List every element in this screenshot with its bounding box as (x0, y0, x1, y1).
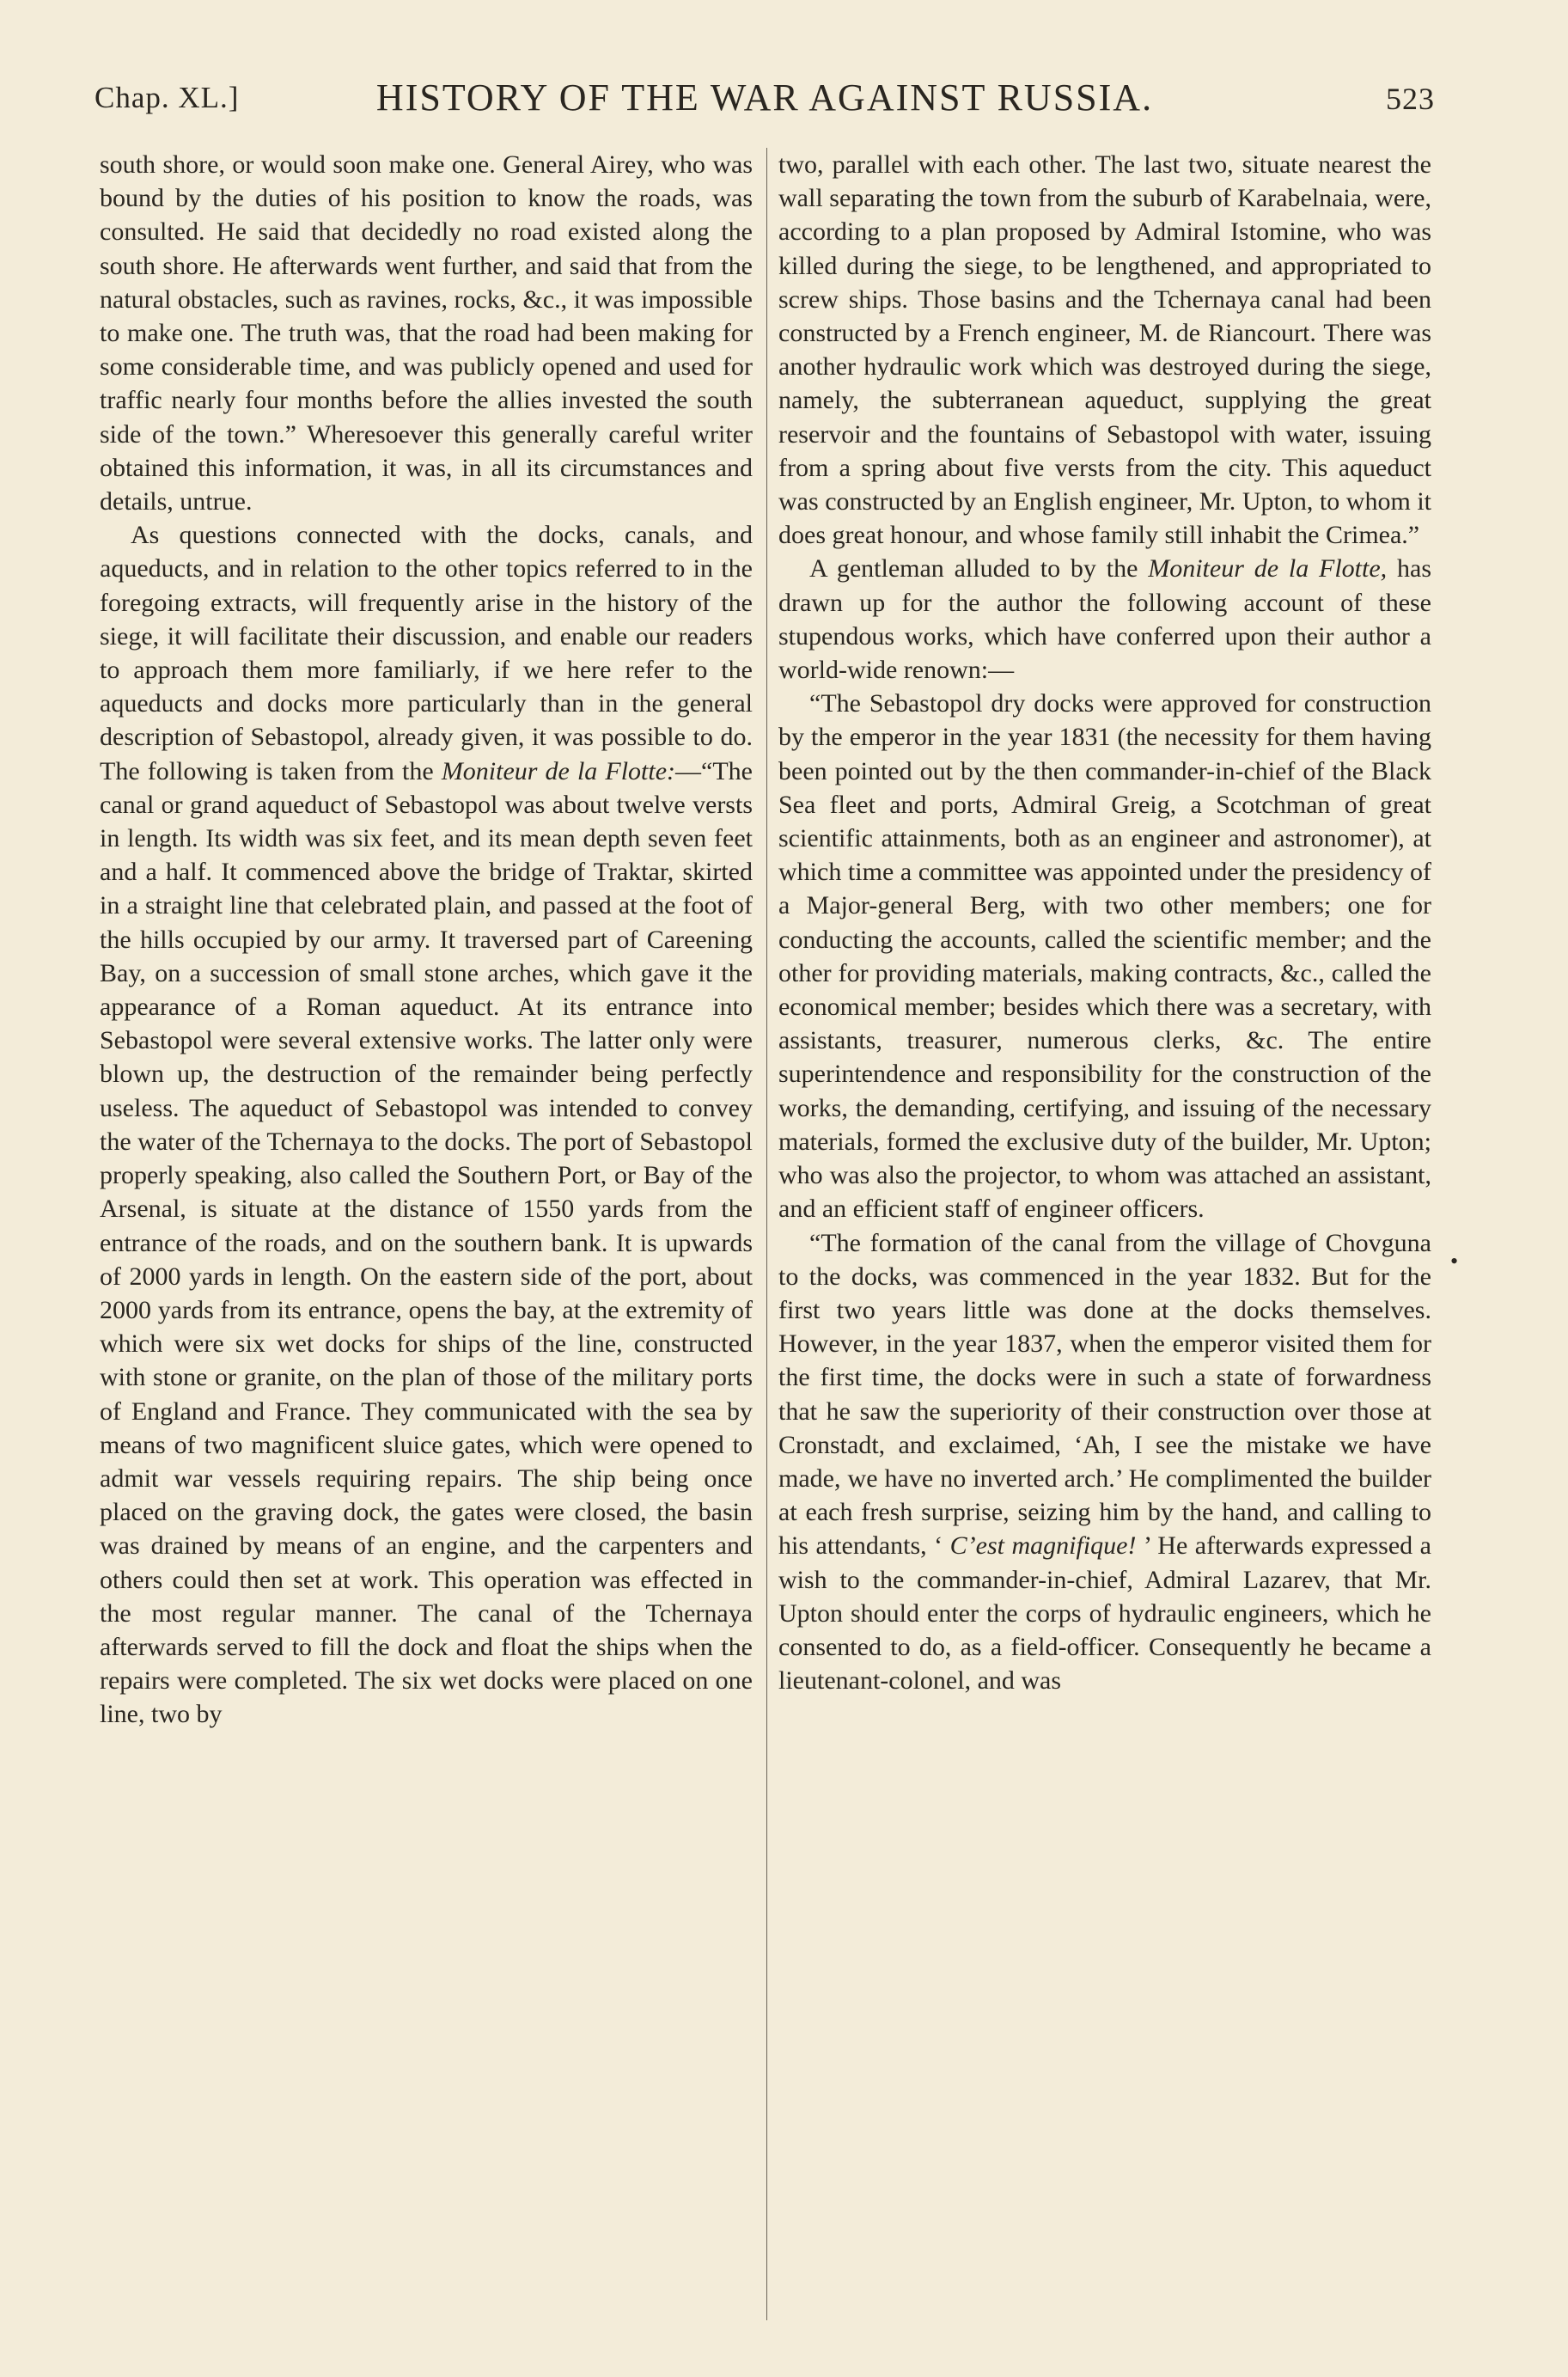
publication-title: Moniteur de la Flotte: (441, 756, 676, 785)
paragraph: “The Sebastopol dry docks were approved for construction by the emperor in the year 1831 (the necessity for them having been pointed out by the then commander-in-chief of the Black Sea fleet and ports, Admiral Greig, a Scotchman of great scientific attainments, both as an engineer and astronomer), at which time a committee was appointed under the presidency of a Major-general Berg, with two other members; one for conducting the accounts, called the scientific member; and the other for providing materials, making contracts, &c., called the economical member; besides which there was a secretary, with assistants, treasurer, numerous clerks, &c. The entire superintendence and responsibility for the construction of the works, the demanding, certifying, and issuing of the necessary materials, formed the exclusive duty of the builder, Mr. Upton; who was also the projector, to whom was attached an assistant, and an efficient staff of engineer officers. (778, 689, 1431, 1224)
column-divider (766, 148, 767, 2320)
text-run: has drawn up for the author the following account of these stupendous works, which have conferred upon their author a world-wide renown:— (778, 554, 1431, 685)
running-header (95, 76, 1435, 127)
text-run: A gentleman alluded to by the (809, 554, 1149, 584)
text-run: As questions connected with the docks, canals, and aqueducts, and in relation to the other topics referred to in the foregoing extracts, will frequently arise in the history of the siege, it will facilitate their discussion, and enable our readers to approach them more familiarly, if we here refer to the aqueducts and docks more particularly than in the general description of Sebastopol, already given, it was possible to do. The following is taken from the (100, 521, 753, 785)
paragraph: south shore, or would soon make one. General Airey, who was bound by the duties of his position to know the roads, was consulted. He said that decidedly no road existed along the south shore. He afterwards went further, and said that from the natural obstacles, such as ravines, rocks, &c., it was impossible to make one. The truth was, that the road had been making for some considerable time, and was publicly opened and used for traffic nearly four months before the allies invested the south side of the town.” Wheresoever this generally careful writer obtained this information, it was, in all its circumstances and details, untrue. (100, 150, 753, 516)
left-column (100, 148, 753, 1732)
running-title: HISTORY OF THE WAR AGAINST RUSSIA. (375, 76, 1154, 119)
paragraph (778, 552, 1431, 687)
paragraph: two, parallel with each other. The last two, situate nearest the wall separating the town from the suburb of Karabelnaia, were, according to a plan proposed by Admiral Istomine, who was killed during the siege, to be lengthened, and appropriated to screw ships. Those basins and the Tchernaya canal had been constructed by a French engineer, M. de Riancourt. There was another hydraulic work which was destroyed during the siege, namely, the subterranean aqueduct, supplying the great reservoir and the fountains of Sebastopol with water, issuing from a spring about five versts from the city. This aqueduct was constructed by an English engineer, Mr. Upton, to whom it does great honour, and whose family still inhabit the Crimea.” (778, 150, 1431, 550)
margin-mark: • (1450, 1249, 1459, 1274)
chapter-label: Chap. XL.] (95, 81, 240, 114)
publication-title: Moniteur de la Flotte, (1148, 554, 1388, 584)
text-run: —“The canal or grand aqueduct of Sebastopol was about twelve versts in length. Its width was six feet, and its mean depth seven feet and a half. It commenced above the bridge of Traktar, skirted in a straight line that celebrated plain, and passed at the foot of the hills occupied by our army. It traversed part of Careening Bay, on a succession of small stone arches, which gave it the appearance of a Roman aqueduct. At its entrance into Sebastopol were several extensive works. The latter only were blown up, the destruction of the remainder being perfectly useless. The aqueduct of Sebastopol was intended to convey the water of the Tchernaya to the docks. The port of Sebastopol properly speaking, also called the Southern Port, or Bay of the Arsenal, is situate at the distance of 1550 yards from the entrance of the roads, and on the southern bank. It is upwards of 2000 yards in length. On the eastern side of the port, about 2000 yards from its entrance, opens the bay, at the extremity of which were six wet docks for ships of the line, constructed with stone or granite, on the plan of those of the military ports of England and France. They communicated with the sea by means of two magnificent sluice gates, which were opened to admit war vessels requiring repairs. The ship being once placed on the graving dock, the gates were closed, the basin was drained by means of an engine, and the carpenters and others could then set at work. This operation was effected in the most regular manner. The canal of the Tchernaya afterwards served to fill the dock and float the ships when the repairs were completed. The six wet docks were placed on one line, two by (100, 756, 753, 1729)
text-run: “The formation of the canal from the village of Chovguna to the docks, was commenced in the year 1832. But for the first two years little was done at the docks themselves. However, in the year 1837, when the emperor visited them for the first time, the docks were in such a state of forwardness that he saw the superiority of their construction over those at Cronstadt, and exclaimed, ‘Ah, I see the mistake we have made, we have no inverted arch.’ He complimented the builder at each fresh surprise, seizing him by the hand, and calling to his attendants, ‘ (778, 1228, 1431, 1561)
right-column (778, 148, 1431, 1697)
paragraph (778, 1226, 1431, 1698)
foreign-phrase: C’est magnifique! (949, 1531, 1137, 1561)
page-number: 523 (1386, 82, 1435, 116)
paragraph (100, 518, 753, 1731)
text-run: ’ He afterwards expressed a wish to the commander-in-chief, Admiral Lazarev, that Mr. Upton should enter the corps of hydraulic engineers, which he consented to do, as a field-officer. Consequently he became a lieutenant-colonel, and was (778, 1531, 1431, 1696)
